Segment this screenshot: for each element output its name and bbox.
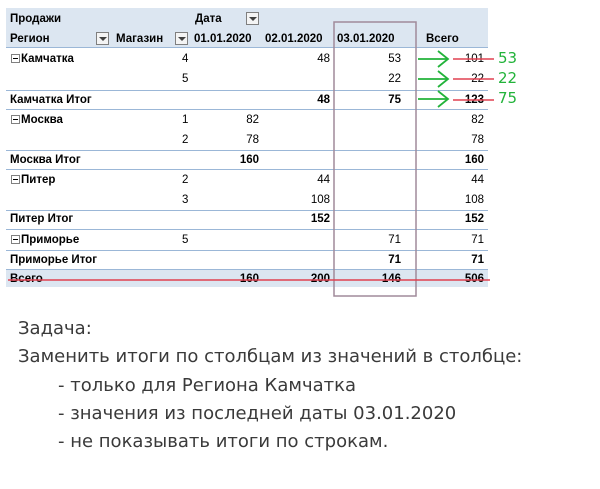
value-cell: 48	[317, 53, 330, 65]
total-cell: 101	[464, 53, 484, 65]
grand-total-total: 506	[464, 273, 484, 285]
date-header-2: 02.01.2020	[265, 33, 323, 45]
task-bullet: - не показывать итоги по строкам.	[58, 431, 389, 452]
date-header-3: 03.01.2020	[337, 33, 395, 45]
region-header: Регион	[10, 33, 50, 45]
total-header: Всего	[426, 33, 459, 45]
subtotal-total: 123	[464, 94, 484, 106]
region-label: Приморье	[21, 234, 80, 246]
store-cell: 4	[182, 53, 189, 65]
grand-total-value: 146	[381, 273, 401, 285]
region-label: Камчатка	[21, 53, 74, 65]
subtotal-label: Приморье Итог	[10, 254, 97, 266]
store-cell: 2	[182, 134, 189, 146]
arrow-icon	[418, 91, 448, 107]
subtotal-total: 71	[471, 254, 484, 266]
store-cell: 3	[182, 194, 189, 206]
task-title: Задача:	[18, 318, 92, 339]
grand-total-value: 160	[239, 273, 259, 285]
values-field-label: Продажи	[10, 13, 62, 25]
subtotal-label: Камчатка Итог	[10, 94, 92, 106]
store-cell: 1	[182, 114, 189, 126]
arrow-icon	[418, 71, 448, 87]
store-header: Магазин	[116, 33, 164, 45]
store-cell: 5	[182, 234, 189, 246]
store-cell: 2	[182, 174, 189, 186]
subtotal-value: 71	[388, 254, 401, 266]
total-cell: 22	[471, 73, 484, 85]
task-bullet: - только для Региона Камчатка	[58, 375, 356, 396]
grand-total-value: 200	[310, 273, 330, 285]
total-cell: 71	[471, 234, 484, 246]
date-header-1: 01.01.2020	[194, 33, 252, 45]
value-cell: 78	[246, 134, 259, 146]
value-cell: 108	[310, 194, 330, 206]
subtotal-value: 152	[310, 213, 330, 225]
replacement-value: 22	[498, 69, 518, 87]
region-label: Питер	[21, 174, 56, 186]
arrow-icon	[418, 51, 448, 67]
subtotal-total: 160	[464, 154, 484, 166]
total-cell: 82	[471, 114, 484, 126]
task-description: Заменить итоги по столбцам из значений в столбце:	[18, 346, 523, 367]
subtotal-label: Питер Итог	[10, 213, 74, 225]
value-cell: 53	[388, 53, 401, 65]
subtotal-label: Москва Итог	[10, 154, 81, 166]
highlight-column-box	[334, 22, 416, 296]
total-cell: 78	[471, 134, 484, 146]
value-cell: 22	[388, 73, 401, 85]
task-bullet: - значения из последней даты 03.01.2020	[58, 403, 457, 424]
total-cell: 44	[471, 174, 484, 186]
grand-total-label: Всего	[10, 273, 43, 285]
column-field-label: Дата	[195, 13, 222, 25]
replacement-value: 75	[498, 89, 518, 107]
subtotal-total: 152	[464, 213, 484, 225]
replacement-value: 53	[498, 49, 518, 67]
total-cell: 108	[464, 194, 484, 206]
region-label: Москва	[21, 114, 63, 126]
subtotal-value: 48	[317, 94, 330, 106]
value-cell: 71	[388, 234, 401, 246]
subtotal-value: 75	[388, 94, 401, 106]
value-cell: 44	[317, 174, 330, 186]
value-cell: 82	[246, 114, 259, 126]
subtotal-value: 160	[239, 154, 259, 166]
store-cell: 5	[182, 73, 189, 85]
